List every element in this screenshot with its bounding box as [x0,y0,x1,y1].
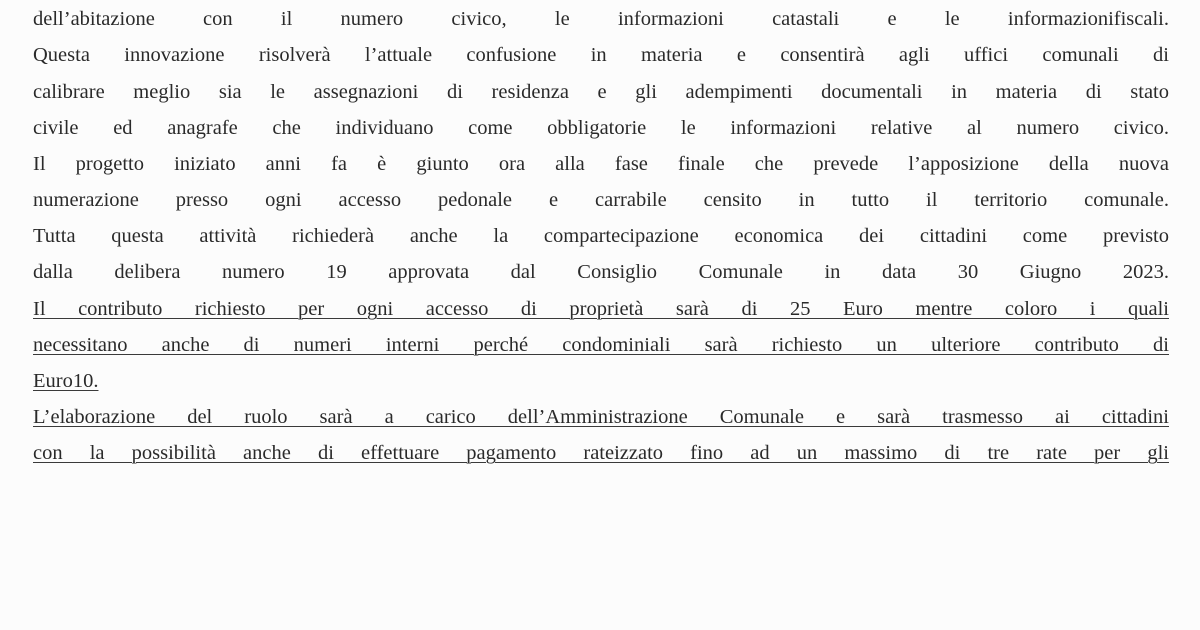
document-line-11-underlined: Euro10. [33,370,99,392]
document-line-1: dell’abitazione con il numero civico, le informazioni catastali e le informazionifiscali. [33,8,1169,30]
document-line-10-underlined: necessitano anche di numeri interni perché condominiali sarà richiesto un ulteriore contributo di [33,334,1169,356]
document-line-12-underlined: L’elaborazione del ruolo sarà a carico dell’Amministrazione Comunale e sarà trasmesso ai cittadini [33,406,1169,428]
document-line-3: calibrare meglio sia le assegnazioni di residenza e gli adempimenti documentali in materia di stato [33,81,1169,103]
document-line-7: Tutta questa attività richiederà anche la compartecipazione economica dei cittadini come previsto [33,225,1169,247]
document-line-5: Il progetto iniziato anni fa è giunto ora alla fase finale che prevede l’apposizione della nuova [33,153,1169,175]
document-line-4: civile ed anagrafe che individuano come obbligatorie le informazioni relative al numero civico. [33,117,1169,139]
document-line-8: dalla delibera numero 19 approvata dal Consiglio Comunale in data 30 Giugno 2023. [33,261,1169,283]
document-line-2: Questa innovazione risolverà l’attuale confusione in materia e consentirà agli uffici comunali di [33,44,1169,66]
document-line-9-underlined: Il contributo richiesto per ogni accesso di proprietà sarà di 25 Euro mentre coloro i quali [33,298,1169,320]
document-line-6: numerazione presso ogni accesso pedonale e carrabile censito in tutto il territorio comunale. [33,189,1169,211]
document-line-13-underlined: con la possibilità anche di effettuare pagamento rateizzato fino ad un massimo di tre rate per gli [33,442,1169,464]
